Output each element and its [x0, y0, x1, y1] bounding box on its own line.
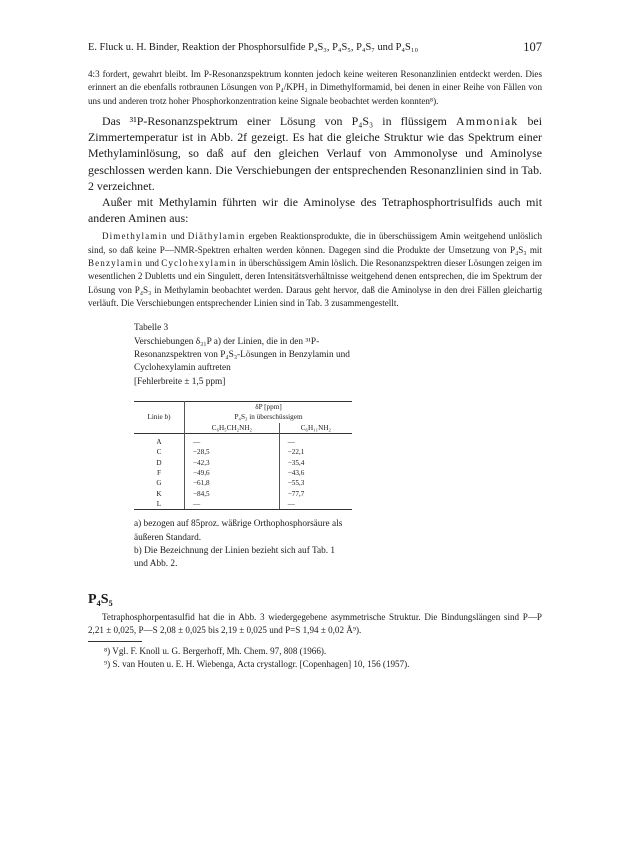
benzylamin-value-cell: −84,5 [185, 489, 280, 499]
column-header-delta: δP [ppm] [185, 402, 353, 413]
page-number: 107 [523, 40, 542, 54]
diaethylamin-term: Diäthylamin [187, 231, 246, 242]
running-header [88, 40, 542, 58]
benzylamin-value-cell: −49,6 [185, 468, 280, 478]
table-3-block [134, 322, 352, 572]
benzylamin-value-cell: −42,3 [185, 458, 280, 468]
footnote-9: ⁹) S. van Houten u. E. H. Wiebenga, Acta crystallogr. [Copenhagen] 10, 156 (1957). [104, 659, 410, 670]
table-row [134, 489, 352, 499]
cyclohexylamin-value-cell: −77,7 [287, 489, 305, 498]
cyclohexylamin-value-cell: −43,6 [287, 468, 305, 477]
para2-text-a: Das ³¹P-Resonanzspektrum einer Lösung von P₄S₃ in flüssigem [102, 113, 457, 128]
cyclohexylamin-value-cell: — [287, 438, 295, 447]
line-label-cell: K [134, 489, 185, 499]
table-note-a: a) bezogen auf 85proz. wäßrige Orthophosphorsäure als äußeren Standard. [134, 519, 343, 543]
dimethylamin-term: Dimethylamin [102, 231, 168, 242]
cyclohexylamin-value-cell: −22,1 [287, 448, 305, 457]
column-header-cyclohexylamin: C₆H₁₁NH₂ [300, 423, 332, 432]
paragraph-1: 4:3 fordert, gewahrt bleibt. Im P-Resonanzspektrum konnten jedoch keine weiteren Resonanzlinien entdeckt werden. Dies erinnert an die ebenfalls rotbraunen Lösungen von P₄/KPH₂ in Dimethylformamid, bei denen in einer Reihe von Fällen von uns und anderen trotz hoher Phosphorkonzentration keine Signale beobachtet werden konnten⁸). [88, 69, 542, 106]
benzylamin-value-cell: −28,5 [185, 447, 280, 457]
table-row [134, 458, 352, 468]
table-note-b: b) Die Bezeichnung der Linien bezieht sich auf Tab. 1 und Abb. 2. [134, 545, 336, 570]
para4-text-b: und [167, 231, 188, 242]
table-row [134, 468, 352, 478]
line-label-cell: L [134, 499, 185, 510]
column-header-group: P₄S₃ in überschüssigem [234, 413, 303, 422]
benzylamin-value-cell: — [185, 437, 280, 447]
column-header-linie: Linie b) [134, 402, 185, 434]
line-label-cell: G [134, 478, 185, 488]
benzylamin-value-cell: — [185, 499, 280, 510]
table-row [134, 447, 352, 457]
paragraph-5: Tetraphosphorpentasulfid hat die in Abb. 3 wiedergegebene asymmetrische Struktur. Die Bindungslängen sind P—P 2,21 ± 0,025, P—S 2,08 ± 0,025 bis 2,19 ± 0,025 und P=S 1,94 ± 0,02 Å⁹). [88, 611, 542, 636]
para4-text-f: und [142, 257, 162, 268]
table-row [134, 478, 352, 488]
line-label-cell: A [134, 437, 185, 447]
footnote-rule [88, 641, 142, 642]
para4-text-d: ergeben Reaktionsprodukte, die in überschüssigem Amin weitgehend unlöslich sind, so daß keine P—NMR-Spektren erhalten werden können. Dagegen sind die Produkte der Umsetzung von P₄S₃ mit [88, 231, 543, 255]
table-label: Tabelle 3 [134, 323, 169, 334]
table-row [134, 437, 352, 447]
table-notes [134, 518, 344, 572]
table-error-range: [Fehlerbreite ± 1,5 ppm] [134, 376, 226, 387]
para2-ammoniak: Ammoniak [456, 113, 519, 128]
cyclohexylamin-term: Cyclohexylamin [161, 257, 237, 268]
running-title: E. Fluck u. H. Binder, Reaktion der Phosphorsulfide P₄S₃, P₄S₅, P₄S₇ und P₄S₁₀ [88, 42, 419, 53]
table-3 [134, 401, 352, 510]
cyclohexylamin-value-cell: — [279, 499, 352, 510]
paragraph-2 [88, 113, 542, 226]
table-body [134, 437, 352, 510]
para2-text-c: bei Zimmertemperatur ist in Abb. 2f gezeigt. Es hat die gleiche Struktur wie das Spektrum einer Methylaminlösung, so daß auf den gleichen Verlauf von Ammonolyse und Aminolyse geschlossen werden kann. Die Verschiebungen der entsprechenden Resonanzlinien sind in Tab. 2 verzeichnet. [88, 113, 543, 193]
cyclohexylamin-value-cell: −55,3 [287, 479, 305, 488]
section-heading: P₄S₅ [88, 591, 113, 607]
table-row [134, 499, 352, 510]
benzylamin-term: Benzylamin [88, 257, 143, 268]
para4-text-h: in überschüssigem Amin löslich. Die Resonanzspektren dieser Lösungen zeigen im wesentlichen 2 Dubletts und ein Singulett, deren Intensitätsverhältnisse weitgehend denen entsprechen, die im Spektrum der Lösung von P₄S₃ in Methylamin beobachtet werden. Daraus geht hervor, daß die Aminolyse in den drei Fällen gleichartig verläuft. Die Verschiebungen entsprechender Linien sind in Tab. 3 zusammengestellt. [88, 257, 543, 308]
line-label-cell: F [134, 468, 185, 478]
page [88, 40, 542, 671]
footnote-8: ⁸) Vgl. F. Knoll u. G. Bergerhoff, Mh. Chem. 97, 808 (1966). [104, 646, 327, 657]
line-label-cell: D [134, 458, 185, 468]
cyclohexylamin-value-cell: −35,4 [287, 458, 305, 467]
column-header-benzylamin: C₆H₅CH₂NH₂ [185, 423, 280, 434]
table-caption: Verschiebungen δ₃₁P a) der Linien, die in den ³¹P-Resonanzspektren von P₄S₃-Lösungen in Benzylamin und Cyclohexylamin auftreten [134, 336, 350, 374]
paragraph-4 [88, 230, 542, 310]
paragraph-3: Außer mit Methylamin führten wir die Aminolyse des Tetraphosphortrisulfids auch mit anderen Aminen aus: [88, 194, 542, 226]
line-label-cell: C [134, 447, 185, 457]
benzylamin-value-cell: −61,8 [185, 478, 280, 488]
